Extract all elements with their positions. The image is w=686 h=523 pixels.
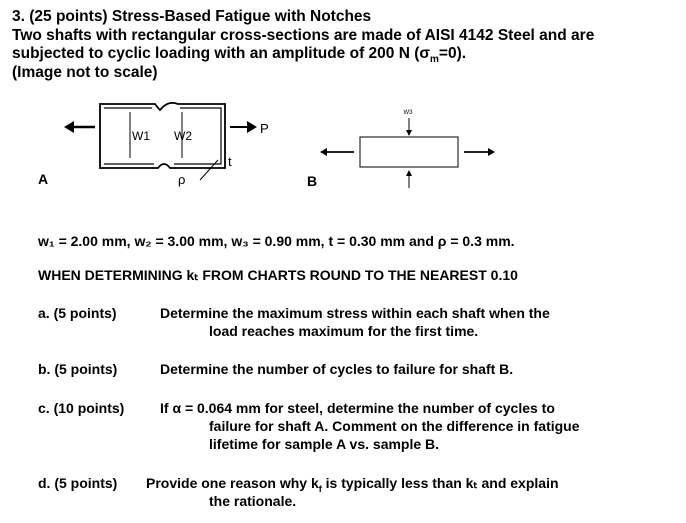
line2-post: =0). — [438, 45, 467, 62]
part-d-line2: the rationale. — [209, 493, 297, 509]
part-a-label: a. (5 points) — [38, 305, 117, 321]
part-b-line1: Determine the number of cycles to failure for shaft B. — [160, 361, 514, 377]
figure-a-diagram — [60, 98, 280, 193]
notched-plate-outline — [100, 103, 225, 168]
rho-label: ρ — [178, 172, 186, 187]
problem-statement-line1: Two shafts with rectangular cross-sections are made of AISI 4142 Steel and are — [12, 27, 595, 44]
figure-a-label: A — [38, 171, 49, 187]
part-d-label: d. (5 points) — [38, 475, 118, 491]
part-c-line2: failure for shaft A. Comment on the difference in fatigue — [209, 418, 580, 434]
w3-label: W3 — [403, 110, 413, 116]
image-note: (Image not to scale) — [12, 64, 158, 81]
w2-label: W2 — [174, 129, 192, 143]
problem-title: 3. (25 points) Stress-Based Fatigue with Notches — [12, 8, 372, 25]
b-right-arrowhead — [488, 148, 495, 156]
part-d-line1-pre: Provide one reason why k — [146, 475, 319, 491]
part-d-line1-post: is typically less than kₜ and explain — [321, 475, 559, 491]
kf-subscript: f — [318, 483, 322, 494]
w1-label: W1 — [132, 129, 150, 143]
left-arrowhead — [64, 121, 74, 133]
w3-bottom-arrowhead — [406, 170, 412, 176]
given-dimensions: w₁ = 2.00 mm, w₂ = 3.00 mm, w₃ = 0.90 mm, t = 0.30 mm and ρ = 0.3 mm. — [38, 233, 515, 249]
sigma-symbol: σ — [419, 45, 430, 62]
part-c-line3: lifetime for sample A vs. sample B. — [209, 436, 440, 452]
force-label-p: P — [260, 121, 269, 136]
w3-top-arrowhead — [406, 130, 412, 136]
thickness-label: t — [228, 154, 232, 169]
part-d-line1 — [146, 475, 559, 498]
figure-b-diagram — [318, 104, 498, 189]
rounding-instruction: WHEN DETERMINING kₜ FROM CHARTS ROUND TO THE NEAREST 0.10 — [38, 267, 518, 283]
part-c-line1: If α = 0.064 mm for steel, determine the number of cycles to — [160, 400, 555, 416]
figure-b-label: B — [307, 173, 318, 189]
line2-pre: subjected to cyclic loading with an amplitude of 200 N ( — [12, 45, 420, 62]
right-arrowhead — [247, 121, 257, 133]
part-b-label: b. (5 points) — [38, 361, 118, 377]
rectangular-shaft-b — [360, 137, 458, 167]
part-a-line1: Determine the maximum stress within each shaft when the — [160, 305, 550, 321]
sigma-subscript: m — [429, 54, 439, 66]
part-a-line2: load reaches maximum for the first time. — [209, 323, 479, 339]
b-left-arrowhead — [320, 148, 327, 156]
part-c-label: c. (10 points) — [38, 400, 125, 416]
